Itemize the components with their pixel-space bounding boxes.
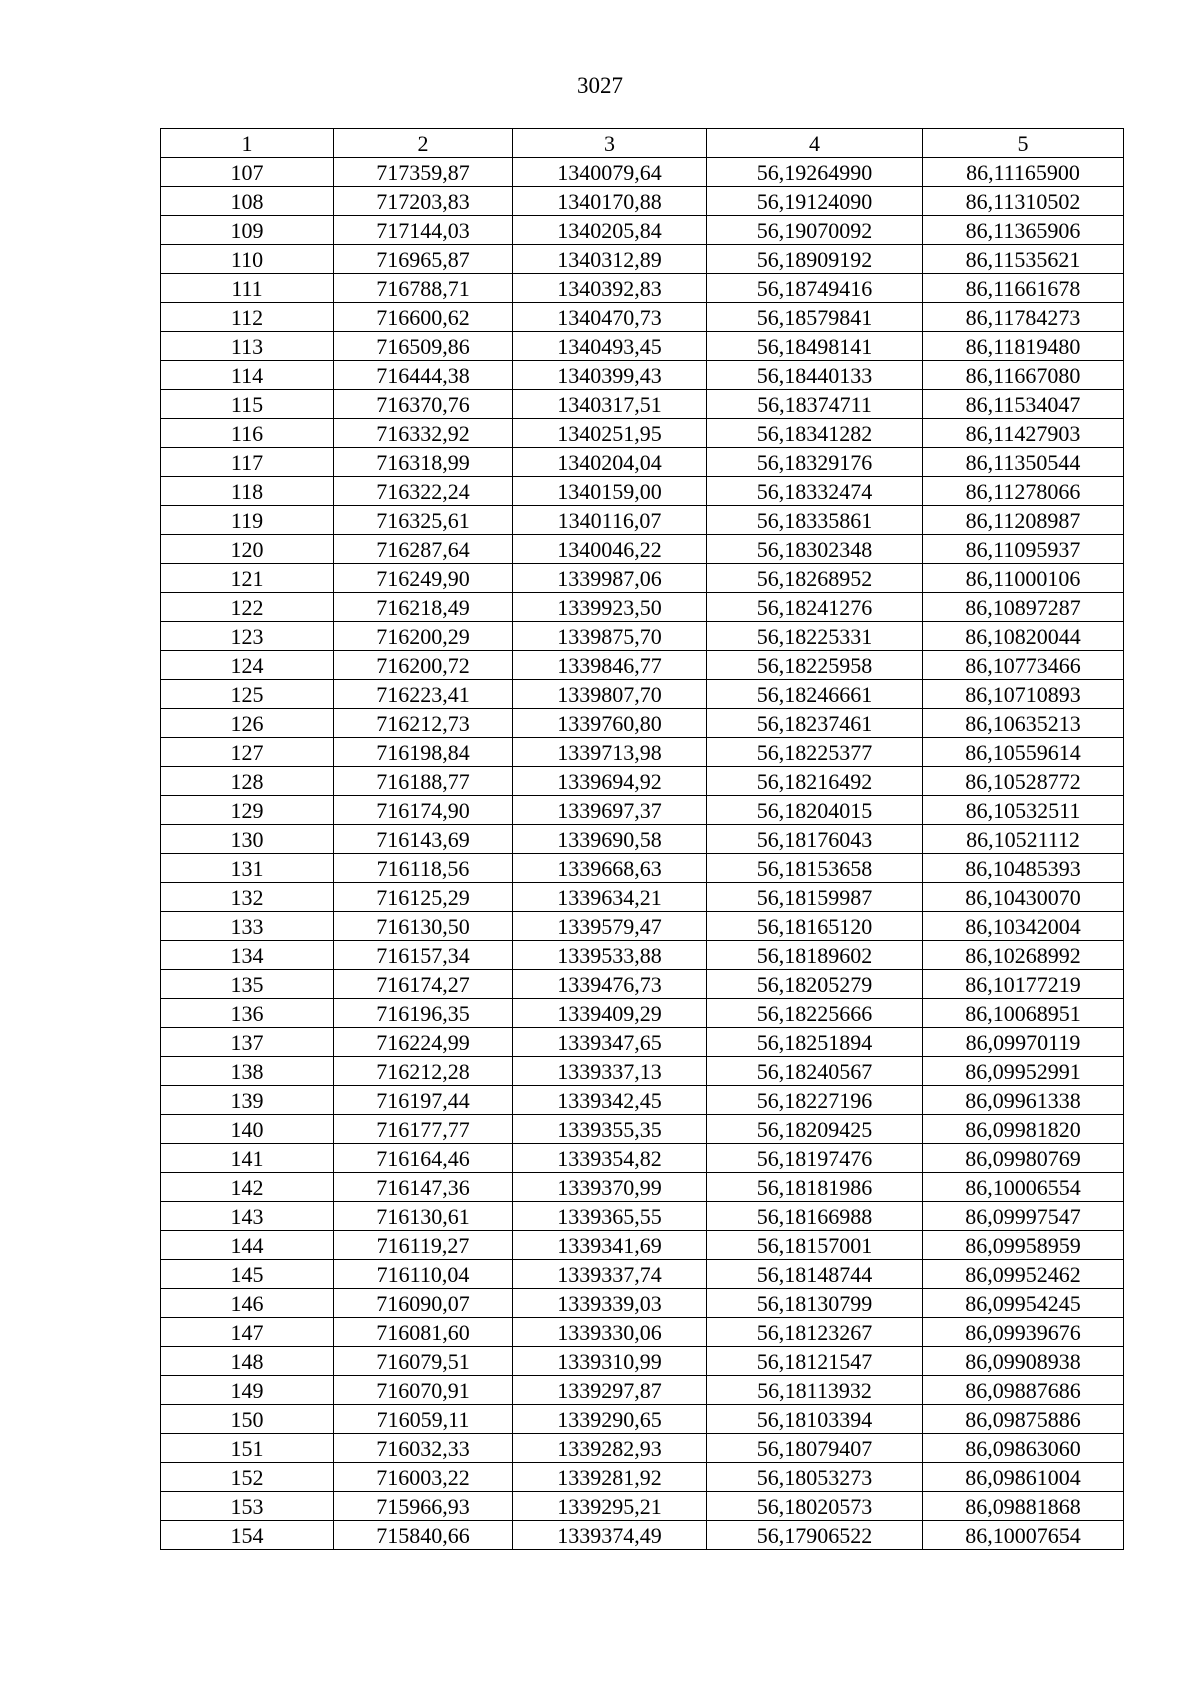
table-cell: 1340312,89 xyxy=(513,245,707,274)
table-cell: 147 xyxy=(161,1318,334,1347)
table-cell: 716125,29 xyxy=(334,883,513,912)
table-cell: 1339846,77 xyxy=(513,651,707,680)
table-cell: 716197,44 xyxy=(334,1086,513,1115)
table-cell: 107 xyxy=(161,158,334,187)
table-cell: 716118,56 xyxy=(334,854,513,883)
table-cell: 135 xyxy=(161,970,334,999)
table-cell: 717359,87 xyxy=(334,158,513,187)
table-cell: 1339354,82 xyxy=(513,1144,707,1173)
table-cell: 716174,27 xyxy=(334,970,513,999)
table-row xyxy=(161,796,1124,825)
table-cell: 1339341,69 xyxy=(513,1231,707,1260)
table-cell: 86,10485393 xyxy=(923,854,1124,883)
table-row xyxy=(161,390,1124,419)
column-header: 2 xyxy=(334,129,513,158)
table-row xyxy=(161,1521,1124,1550)
table-cell: 56,18165120 xyxy=(707,912,923,941)
table-cell: 56,19124090 xyxy=(707,187,923,216)
table-row xyxy=(161,245,1124,274)
table-row xyxy=(161,1463,1124,1492)
table-cell: 1339374,49 xyxy=(513,1521,707,1550)
table-row xyxy=(161,1376,1124,1405)
table-row xyxy=(161,1289,1124,1318)
table-cell: 121 xyxy=(161,564,334,593)
table-cell: 716119,27 xyxy=(334,1231,513,1260)
table-cell: 129 xyxy=(161,796,334,825)
table-cell: 56,18237461 xyxy=(707,709,923,738)
table-cell: 1340079,64 xyxy=(513,158,707,187)
table-cell: 716212,73 xyxy=(334,709,513,738)
table-cell: 1340170,88 xyxy=(513,187,707,216)
table-cell: 56,18205279 xyxy=(707,970,923,999)
table-cell: 716322,24 xyxy=(334,477,513,506)
table-cell: 111 xyxy=(161,274,334,303)
table-cell: 1340399,43 xyxy=(513,361,707,390)
table-cell: 140 xyxy=(161,1115,334,1144)
table-row xyxy=(161,1347,1124,1376)
table-row xyxy=(161,506,1124,535)
table-cell: 118 xyxy=(161,477,334,506)
table-cell: 141 xyxy=(161,1144,334,1173)
column-header: 3 xyxy=(513,129,707,158)
table-cell: 1339310,99 xyxy=(513,1347,707,1376)
table-cell: 56,18225666 xyxy=(707,999,923,1028)
table-cell: 133 xyxy=(161,912,334,941)
table-cell: 56,18225331 xyxy=(707,622,923,651)
table-cell: 86,11365906 xyxy=(923,216,1124,245)
table-cell: 86,10268992 xyxy=(923,941,1124,970)
table-cell: 716174,90 xyxy=(334,796,513,825)
table-cell: 137 xyxy=(161,1028,334,1057)
table-cell: 56,18332474 xyxy=(707,477,923,506)
table-cell: 86,11667080 xyxy=(923,361,1124,390)
table-cell: 127 xyxy=(161,738,334,767)
table-cell: 56,18121547 xyxy=(707,1347,923,1376)
table-cell: 86,09939676 xyxy=(923,1318,1124,1347)
table-row xyxy=(161,448,1124,477)
table-cell: 86,11534047 xyxy=(923,390,1124,419)
table-cell: 56,18176043 xyxy=(707,825,923,854)
table-cell: 86,10177219 xyxy=(923,970,1124,999)
table-cell: 56,18079407 xyxy=(707,1434,923,1463)
table-cell: 716090,07 xyxy=(334,1289,513,1318)
table-row xyxy=(161,535,1124,564)
table-cell: 56,18341282 xyxy=(707,419,923,448)
table-row xyxy=(161,970,1124,999)
table-cell: 1339533,88 xyxy=(513,941,707,970)
table-row xyxy=(161,680,1124,709)
table-cell: 716287,64 xyxy=(334,535,513,564)
table-cell: 56,18251894 xyxy=(707,1028,923,1057)
table-cell: 716130,61 xyxy=(334,1202,513,1231)
table-cell: 716325,61 xyxy=(334,506,513,535)
table-cell: 148 xyxy=(161,1347,334,1376)
table-cell: 134 xyxy=(161,941,334,970)
table-cell: 716318,99 xyxy=(334,448,513,477)
table-cell: 86,09861004 xyxy=(923,1463,1124,1492)
table-cell: 1339668,63 xyxy=(513,854,707,883)
table-cell: 1340046,22 xyxy=(513,535,707,564)
table-cell: 125 xyxy=(161,680,334,709)
table-cell: 56,18216492 xyxy=(707,767,923,796)
table-cell: 86,11661678 xyxy=(923,274,1124,303)
table-row xyxy=(161,825,1124,854)
table-cell: 1339760,80 xyxy=(513,709,707,738)
table-cell: 1339987,06 xyxy=(513,564,707,593)
table-cell: 1339347,65 xyxy=(513,1028,707,1057)
table-cell: 716079,51 xyxy=(334,1347,513,1376)
table-row xyxy=(161,854,1124,883)
table-row xyxy=(161,1086,1124,1115)
table-cell: 1340470,73 xyxy=(513,303,707,332)
table-row xyxy=(161,1405,1124,1434)
table-cell: 716164,46 xyxy=(334,1144,513,1173)
table-cell: 1339690,58 xyxy=(513,825,707,854)
table-cell: 56,18374711 xyxy=(707,390,923,419)
table-cell: 151 xyxy=(161,1434,334,1463)
table-cell: 86,11350544 xyxy=(923,448,1124,477)
table-cell: 56,18329176 xyxy=(707,448,923,477)
table-row xyxy=(161,1028,1124,1057)
table-cell: 716444,38 xyxy=(334,361,513,390)
table-cell: 152 xyxy=(161,1463,334,1492)
table-cell: 716212,28 xyxy=(334,1057,513,1086)
table-cell: 116 xyxy=(161,419,334,448)
header-row xyxy=(161,129,1124,158)
table-cell: 716143,69 xyxy=(334,825,513,854)
table-cell: 86,10559614 xyxy=(923,738,1124,767)
column-header: 4 xyxy=(707,129,923,158)
table-cell: 86,11535621 xyxy=(923,245,1124,274)
table-cell: 716059,11 xyxy=(334,1405,513,1434)
table-row xyxy=(161,158,1124,187)
table-cell: 86,10635213 xyxy=(923,709,1124,738)
table-cell: 153 xyxy=(161,1492,334,1521)
table-cell: 122 xyxy=(161,593,334,622)
table-cell: 1339923,50 xyxy=(513,593,707,622)
table-cell: 1339370,99 xyxy=(513,1173,707,1202)
table-cell: 1339282,93 xyxy=(513,1434,707,1463)
table-cell: 56,18166988 xyxy=(707,1202,923,1231)
table-cell: 1340392,83 xyxy=(513,274,707,303)
table-cell: 86,11819480 xyxy=(923,332,1124,361)
table-cell: 56,18053273 xyxy=(707,1463,923,1492)
table-cell: 716157,34 xyxy=(334,941,513,970)
table-cell: 56,18130799 xyxy=(707,1289,923,1318)
table-cell: 716218,49 xyxy=(334,593,513,622)
table-cell: 86,11165900 xyxy=(923,158,1124,187)
table-cell: 56,18225377 xyxy=(707,738,923,767)
table-row xyxy=(161,883,1124,912)
table-cell: 126 xyxy=(161,709,334,738)
table-cell: 716249,90 xyxy=(334,564,513,593)
table-cell: 56,18241276 xyxy=(707,593,923,622)
table-row xyxy=(161,767,1124,796)
table-cell: 716509,86 xyxy=(334,332,513,361)
table-cell: 112 xyxy=(161,303,334,332)
table-cell: 1339634,21 xyxy=(513,883,707,912)
table-row xyxy=(161,1231,1124,1260)
table-cell: 56,18209425 xyxy=(707,1115,923,1144)
table-cell: 1339713,98 xyxy=(513,738,707,767)
table-row xyxy=(161,593,1124,622)
table-row xyxy=(161,187,1124,216)
table-cell: 1339290,65 xyxy=(513,1405,707,1434)
table-cell: 86,10532511 xyxy=(923,796,1124,825)
table-cell: 86,09980769 xyxy=(923,1144,1124,1173)
table-cell: 154 xyxy=(161,1521,334,1550)
table-header xyxy=(161,129,1124,158)
table-cell: 1340159,00 xyxy=(513,477,707,506)
table-cell: 86,09958959 xyxy=(923,1231,1124,1260)
table-cell: 1339875,70 xyxy=(513,622,707,651)
table-cell: 86,09881868 xyxy=(923,1492,1124,1521)
table-cell: 56,18204015 xyxy=(707,796,923,825)
table-row xyxy=(161,477,1124,506)
table-cell: 716003,22 xyxy=(334,1463,513,1492)
table-row xyxy=(161,1173,1124,1202)
table-cell: 86,10068951 xyxy=(923,999,1124,1028)
table-row xyxy=(161,738,1124,767)
table-cell: 716370,76 xyxy=(334,390,513,419)
table-cell: 716070,91 xyxy=(334,1376,513,1405)
table-cell: 86,09875886 xyxy=(923,1405,1124,1434)
table-row xyxy=(161,622,1124,651)
table-cell: 56,18749416 xyxy=(707,274,923,303)
table-cell: 715840,66 xyxy=(334,1521,513,1550)
table-cell: 138 xyxy=(161,1057,334,1086)
table-row xyxy=(161,216,1124,245)
table-row xyxy=(161,1115,1124,1144)
table-cell: 716332,92 xyxy=(334,419,513,448)
table-cell: 86,09887686 xyxy=(923,1376,1124,1405)
table-cell: 1339355,35 xyxy=(513,1115,707,1144)
table-cell: 128 xyxy=(161,767,334,796)
table-cell: 56,18240567 xyxy=(707,1057,923,1086)
table-row xyxy=(161,651,1124,680)
table-cell: 86,10430070 xyxy=(923,883,1124,912)
table-cell: 1339337,74 xyxy=(513,1260,707,1289)
table-row xyxy=(161,912,1124,941)
table-cell: 1339342,45 xyxy=(513,1086,707,1115)
table-cell: 56,18157001 xyxy=(707,1231,923,1260)
table-cell: 56,18113932 xyxy=(707,1376,923,1405)
table-cell: 56,18246661 xyxy=(707,680,923,709)
table-row xyxy=(161,332,1124,361)
table-cell: 716965,87 xyxy=(334,245,513,274)
table-cell: 86,11427903 xyxy=(923,419,1124,448)
table-row xyxy=(161,941,1124,970)
table-cell: 716188,77 xyxy=(334,767,513,796)
table-cell: 56,18153658 xyxy=(707,854,923,883)
table-cell: 108 xyxy=(161,187,334,216)
table-cell: 56,19264990 xyxy=(707,158,923,187)
table-cell: 86,11310502 xyxy=(923,187,1124,216)
table-row xyxy=(161,1434,1124,1463)
table-cell: 86,10820044 xyxy=(923,622,1124,651)
table-cell: 56,18189602 xyxy=(707,941,923,970)
table-row xyxy=(161,1202,1124,1231)
table-cell: 86,10342004 xyxy=(923,912,1124,941)
page-number: 3027 xyxy=(577,73,623,98)
table-cell: 86,10006554 xyxy=(923,1173,1124,1202)
table-cell: 1339297,87 xyxy=(513,1376,707,1405)
table-cell: 86,09863060 xyxy=(923,1434,1124,1463)
table-cell: 716032,33 xyxy=(334,1434,513,1463)
table-cell: 142 xyxy=(161,1173,334,1202)
table-cell: 86,09952462 xyxy=(923,1260,1124,1289)
table-cell: 86,09997547 xyxy=(923,1202,1124,1231)
table-row xyxy=(161,564,1124,593)
table-cell: 86,10710893 xyxy=(923,680,1124,709)
column-header: 1 xyxy=(161,129,334,158)
table-cell: 120 xyxy=(161,535,334,564)
table-cell: 1340116,07 xyxy=(513,506,707,535)
table-cell: 56,18225958 xyxy=(707,651,923,680)
table-cell: 56,18335861 xyxy=(707,506,923,535)
table-cell: 1339295,21 xyxy=(513,1492,707,1521)
table-cell: 149 xyxy=(161,1376,334,1405)
table-cell: 56,18181986 xyxy=(707,1173,923,1202)
table-cell: 56,18440133 xyxy=(707,361,923,390)
table-row xyxy=(161,999,1124,1028)
table-cell: 716200,29 xyxy=(334,622,513,651)
table-cell: 717203,83 xyxy=(334,187,513,216)
table-cell: 716198,84 xyxy=(334,738,513,767)
table-cell: 86,11278066 xyxy=(923,477,1124,506)
table-cell: 119 xyxy=(161,506,334,535)
table-cell: 86,10773466 xyxy=(923,651,1124,680)
table-cell: 86,10897287 xyxy=(923,593,1124,622)
table-row xyxy=(161,274,1124,303)
table-cell: 1339365,55 xyxy=(513,1202,707,1231)
table-cell: 86,11000106 xyxy=(923,564,1124,593)
table-row xyxy=(161,1260,1124,1289)
table-cell: 86,09952991 xyxy=(923,1057,1124,1086)
table-cell: 86,10528772 xyxy=(923,767,1124,796)
table-cell: 86,09970119 xyxy=(923,1028,1124,1057)
table-cell: 110 xyxy=(161,245,334,274)
column-header: 5 xyxy=(923,129,1124,158)
table-cell: 1340251,95 xyxy=(513,419,707,448)
table-cell: 1339337,13 xyxy=(513,1057,707,1086)
table-cell: 716223,41 xyxy=(334,680,513,709)
table-cell: 1339281,92 xyxy=(513,1463,707,1492)
table-row xyxy=(161,1492,1124,1521)
table-cell: 86,09954245 xyxy=(923,1289,1124,1318)
table-cell: 1340205,84 xyxy=(513,216,707,245)
table-cell: 113 xyxy=(161,332,334,361)
table-cell: 1339807,70 xyxy=(513,680,707,709)
table-cell: 1339694,92 xyxy=(513,767,707,796)
table-cell: 716200,72 xyxy=(334,651,513,680)
table-row xyxy=(161,419,1124,448)
coordinates-table xyxy=(160,128,1124,1550)
table-cell: 86,10521112 xyxy=(923,825,1124,854)
table-row xyxy=(161,709,1124,738)
table-cell: 56,18909192 xyxy=(707,245,923,274)
table-row xyxy=(161,361,1124,390)
table-cell: 1340493,45 xyxy=(513,332,707,361)
table-cell: 86,11095937 xyxy=(923,535,1124,564)
table-cell: 56,18020573 xyxy=(707,1492,923,1521)
table-cell: 716147,36 xyxy=(334,1173,513,1202)
table-cell: 716177,77 xyxy=(334,1115,513,1144)
table-cell: 1339409,29 xyxy=(513,999,707,1028)
table-cell: 716196,35 xyxy=(334,999,513,1028)
table-row xyxy=(161,1318,1124,1347)
table-cell: 56,18268952 xyxy=(707,564,923,593)
table-row xyxy=(161,1057,1124,1086)
table-cell: 115 xyxy=(161,390,334,419)
table-cell: 124 xyxy=(161,651,334,680)
table-cell: 1339330,06 xyxy=(513,1318,707,1347)
table-cell: 56,18197476 xyxy=(707,1144,923,1173)
table-cell: 1340204,04 xyxy=(513,448,707,477)
table-cell: 145 xyxy=(161,1260,334,1289)
table-cell: 130 xyxy=(161,825,334,854)
table-cell: 56,18302348 xyxy=(707,535,923,564)
table-cell: 86,10007654 xyxy=(923,1521,1124,1550)
table-cell: 716081,60 xyxy=(334,1318,513,1347)
table-cell: 86,11208987 xyxy=(923,506,1124,535)
table-cell: 144 xyxy=(161,1231,334,1260)
table-cell: 114 xyxy=(161,361,334,390)
table-cell: 716788,71 xyxy=(334,274,513,303)
table-cell: 56,18148744 xyxy=(707,1260,923,1289)
table-cell: 716110,04 xyxy=(334,1260,513,1289)
table-cell: 716224,99 xyxy=(334,1028,513,1057)
table-cell: 56,18159987 xyxy=(707,883,923,912)
table-row xyxy=(161,303,1124,332)
table-cell: 56,17906522 xyxy=(707,1521,923,1550)
table-cell: 1339339,03 xyxy=(513,1289,707,1318)
table-cell: 56,18103394 xyxy=(707,1405,923,1434)
table-cell: 123 xyxy=(161,622,334,651)
table-cell: 109 xyxy=(161,216,334,245)
table-cell: 86,09981820 xyxy=(923,1115,1124,1144)
table-cell: 56,19070092 xyxy=(707,216,923,245)
table-cell: 131 xyxy=(161,854,334,883)
table-cell: 117 xyxy=(161,448,334,477)
table-cell: 139 xyxy=(161,1086,334,1115)
table-cell: 1339697,37 xyxy=(513,796,707,825)
table-cell: 1340317,51 xyxy=(513,390,707,419)
table-cell: 716130,50 xyxy=(334,912,513,941)
table-cell: 1339476,73 xyxy=(513,970,707,999)
table-cell: 56,18579841 xyxy=(707,303,923,332)
table-cell: 56,18123267 xyxy=(707,1318,923,1347)
table-cell: 146 xyxy=(161,1289,334,1318)
table-cell: 136 xyxy=(161,999,334,1028)
table-cell: 150 xyxy=(161,1405,334,1434)
table-cell: 715966,93 xyxy=(334,1492,513,1521)
table-body xyxy=(161,158,1124,1550)
table-cell: 86,11784273 xyxy=(923,303,1124,332)
table-cell: 717144,03 xyxy=(334,216,513,245)
table-cell: 86,09961338 xyxy=(923,1086,1124,1115)
table-cell: 86,09908938 xyxy=(923,1347,1124,1376)
table-cell: 143 xyxy=(161,1202,334,1231)
table-row xyxy=(161,1144,1124,1173)
table-cell: 132 xyxy=(161,883,334,912)
table-cell: 1339579,47 xyxy=(513,912,707,941)
table-cell: 716600,62 xyxy=(334,303,513,332)
table-cell: 56,18498141 xyxy=(707,332,923,361)
table-cell: 56,18227196 xyxy=(707,1086,923,1115)
